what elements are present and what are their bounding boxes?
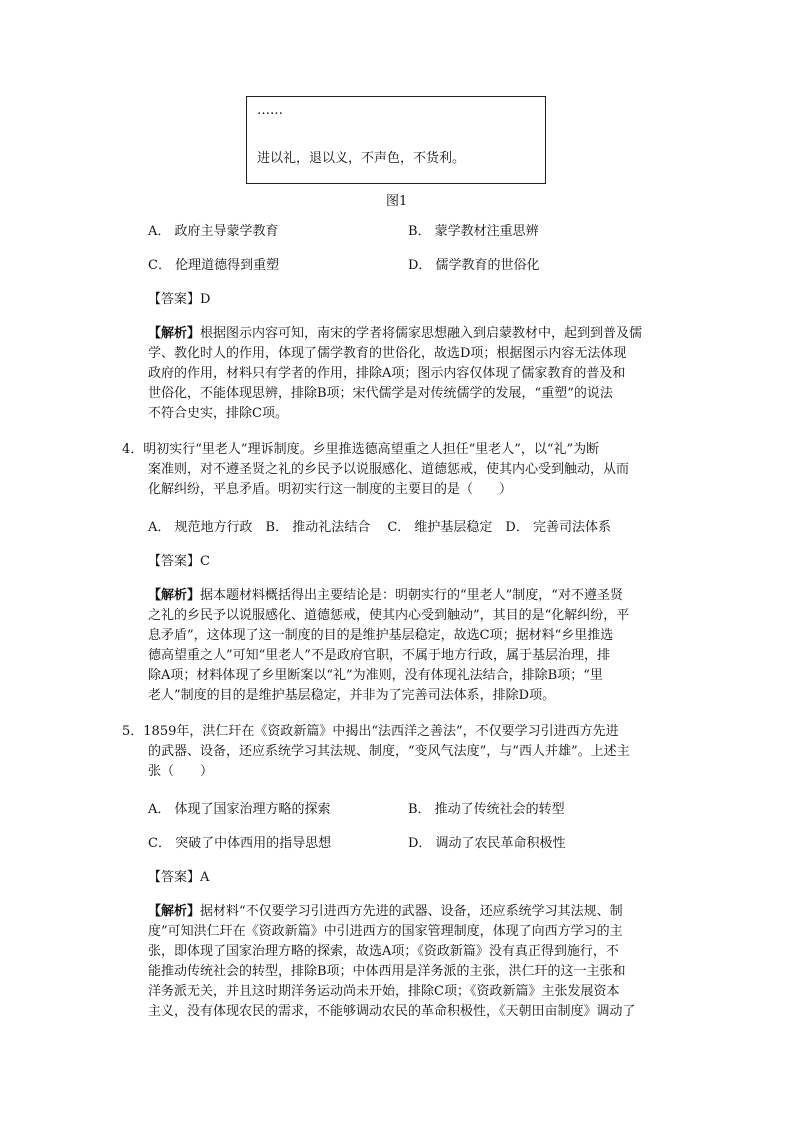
figure-caption: 图1 (386, 194, 408, 209)
q4-stem-line: 案准则，对不遵圣贤之礼的乡民予以说服感化、道德惩戒，使其内心受到触动，从而 (148, 462, 630, 477)
q5-stem-line: 张（ ） (148, 764, 214, 779)
q5-stem-line: 的武器、设备，还应系统学习其法规、制度，“变风气法度”，与“西人并雄”。上述主 (148, 744, 630, 759)
q3-analysis-line: 根据图示内容可知，南宋的学者将儒家思想融入到启蒙教材中，起到到普及儒 (200, 326, 643, 341)
q3-option-c: C． 伦理道德得到重塑 (148, 258, 280, 273)
q5-analysis-line: 洋务派无关，并且这时期洋务运动尚未开始，排除C项；《资政新篇》主张发展资本 (148, 984, 620, 999)
q4-analysis-line: 除A项；材料体现了乡里断案以“礼”为准则，没有体现礼法结合，排除B项；“里 (148, 668, 603, 683)
q4-stem (122, 440, 629, 500)
q5-analysis-line: 主义，没有体现农民的需求，不能够调动农民的革命积极性，《天朝田亩制度》调动了 (148, 1004, 636, 1019)
q5-analysis (148, 902, 636, 1022)
q3-analysis (148, 324, 642, 424)
q5-analysis-label: 【解析】 (148, 904, 201, 919)
q4-analysis-line: 之礼的乡民予以说服感化、道德惩戒，使其内心受到触动”，其目的是“化解纠纷，平 (148, 608, 630, 623)
q4-analysis-label: 【解析】 (148, 588, 201, 603)
figure-text: 进以礼，退以义，不声色，不货利。 (257, 151, 466, 166)
q4-stem-line: 4．明初实行“里老人”理诉制度。乡里推选德高望重之人担任“里老人”，以“礼”为断 (122, 442, 600, 457)
q5-option-c: C． 突破了中体西用的指导思想 (148, 836, 332, 851)
q3-answer: 【答案】D (148, 292, 211, 307)
q3-option-d: D． 儒学教育的世俗化 (408, 258, 540, 273)
q4-analysis (148, 586, 629, 706)
q4-analysis-line: 老人”制度的目的是维护基层稳定，并非为了完善司法体系，排除D项。 (148, 688, 556, 703)
q5-analysis-line: 度”可知洪仁玕在《资政新篇》中引进西方的国家管理制度，体现了向西方学习的主 (148, 924, 623, 939)
q5-analysis-line: 能推动传统社会的转型，排除B项；中体西用是洋务派的主张，洪仁玕的这一主张和 (148, 964, 626, 979)
q5-option-a: A． 体现了国家治理方略的探索 (148, 802, 331, 817)
q5-analysis-line: 据材料“不仅要学习引进西方先进的武器、设备，还应系统学习其法规、制 (200, 904, 623, 919)
q4-stem-line: 化解纠纷，平息矛盾。明初实行这一制度的主要目的是（ ） (148, 482, 513, 497)
q4-answer: 【答案】C (148, 554, 210, 569)
q5-option-b: B． 推动了传统社会的转型 (408, 802, 565, 817)
q3-analysis-line: 政府的作用，材料只有学者的作用，排除A项；图示内容仅体现了儒家教育的普及和 (148, 366, 626, 381)
q5-analysis-line: 张，即体现了国家治理方略的探索，故选A项；《资政新篇》没有真正得到施行，不 (148, 944, 619, 959)
q3-analysis-line: 学、教化时人的作用，体现了儒学教育的世俗化，故选D项；根据图示内容无法体现 (148, 346, 627, 361)
q5-stem-line: 5．1859年，洪仁玕在《资政新篇》中揭出“法西洋之善法”，不仅要学习引进西方先进 (122, 724, 619, 739)
q4-analysis-line: 息矛盾”，这体现了这一制度的目的是维护基层稳定，故选C项；据材料“乡里推选 (148, 628, 614, 643)
q4-options: A． 规范地方行政 B． 推动礼法结合 C． 维护基层稳定 D． 完善司法体系 (148, 520, 611, 535)
q3-analysis-line: 世俗化，不能体现思辨，排除B项；宋代儒学是对传统儒学的发展，“重塑”的说法 (148, 386, 613, 401)
q4-analysis-line: 据本题材料概括得出主要结论是：明朝实行的“里老人”制度，“对不遵圣贤 (200, 588, 623, 603)
q3-analysis-line: 不符合史实，排除C项。 (148, 406, 288, 421)
q4-analysis-line: 德高望重之人”可知“里老人”不是政府官职，不属于地方行政，属于基层治理，排 (148, 648, 610, 663)
q5-stem (122, 722, 630, 782)
figure-ellipsis: …… (257, 103, 283, 118)
q5-option-d: D． 调动了农民革命积极性 (408, 836, 566, 851)
q5-answer: 【答案】A (148, 870, 210, 885)
q3-option-b: B． 蒙学教材注重思辨 (408, 224, 539, 239)
q3-analysis-label: 【解析】 (148, 326, 201, 341)
figure-box (246, 96, 546, 184)
q3-option-a: A． 政府主导蒙学教育 (148, 224, 279, 239)
